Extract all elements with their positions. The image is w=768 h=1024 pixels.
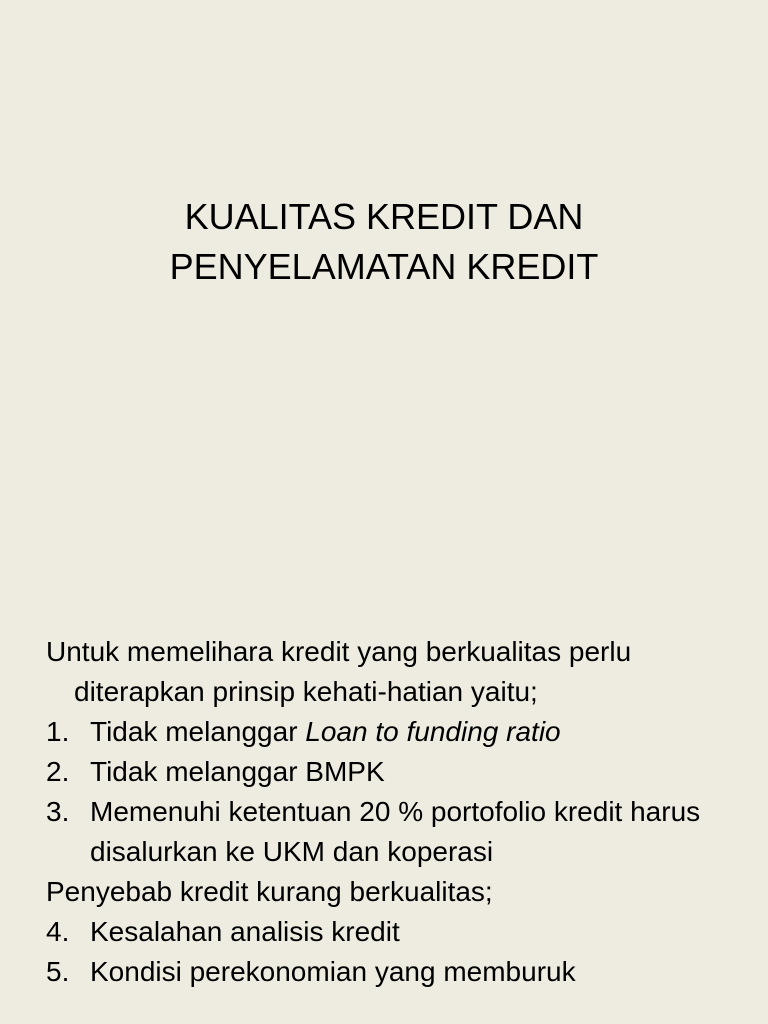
list-item-text: Tidak melanggar BMPK (90, 756, 385, 787)
list-item-text: Kesalahan analisis kredit (90, 916, 400, 947)
list-item (46, 912, 746, 952)
list-item-number: 1. (46, 716, 70, 747)
list-item-text: Memenuhi ketentuan 20 % portofolio kredit harus disalurkan ke UKM dan koperasi (90, 796, 701, 867)
list-item-text: Tidak melanggar (90, 716, 306, 747)
slide-title-line-1: KUALITAS KREDIT DAN (184, 196, 584, 237)
list-item-number: 4. (46, 916, 70, 947)
list-item (46, 752, 746, 792)
list-item (46, 952, 746, 992)
content-slide-body (46, 632, 746, 992)
list-item-number: 5. (46, 956, 70, 987)
list-item-number: 3. (46, 796, 70, 827)
list-item (46, 792, 746, 872)
list-item-emphasis: Loan to funding ratio (305, 716, 561, 747)
intro-paragraph: Untuk memelihara kredit yang berkualitas perlu diterapkan prinsip kehati-hatian yaitu; (46, 636, 632, 707)
slide-title (40, 192, 728, 292)
list-item-text: Kondisi perekonomian yang memburuk (90, 956, 576, 987)
list-item (46, 712, 746, 752)
slide-title-line-2: PENYELAMATAN KREDIT (169, 246, 599, 287)
causes-heading: Penyebab kredit kurang berkualitas; (46, 876, 493, 907)
list-item-number: 2. (46, 756, 70, 787)
